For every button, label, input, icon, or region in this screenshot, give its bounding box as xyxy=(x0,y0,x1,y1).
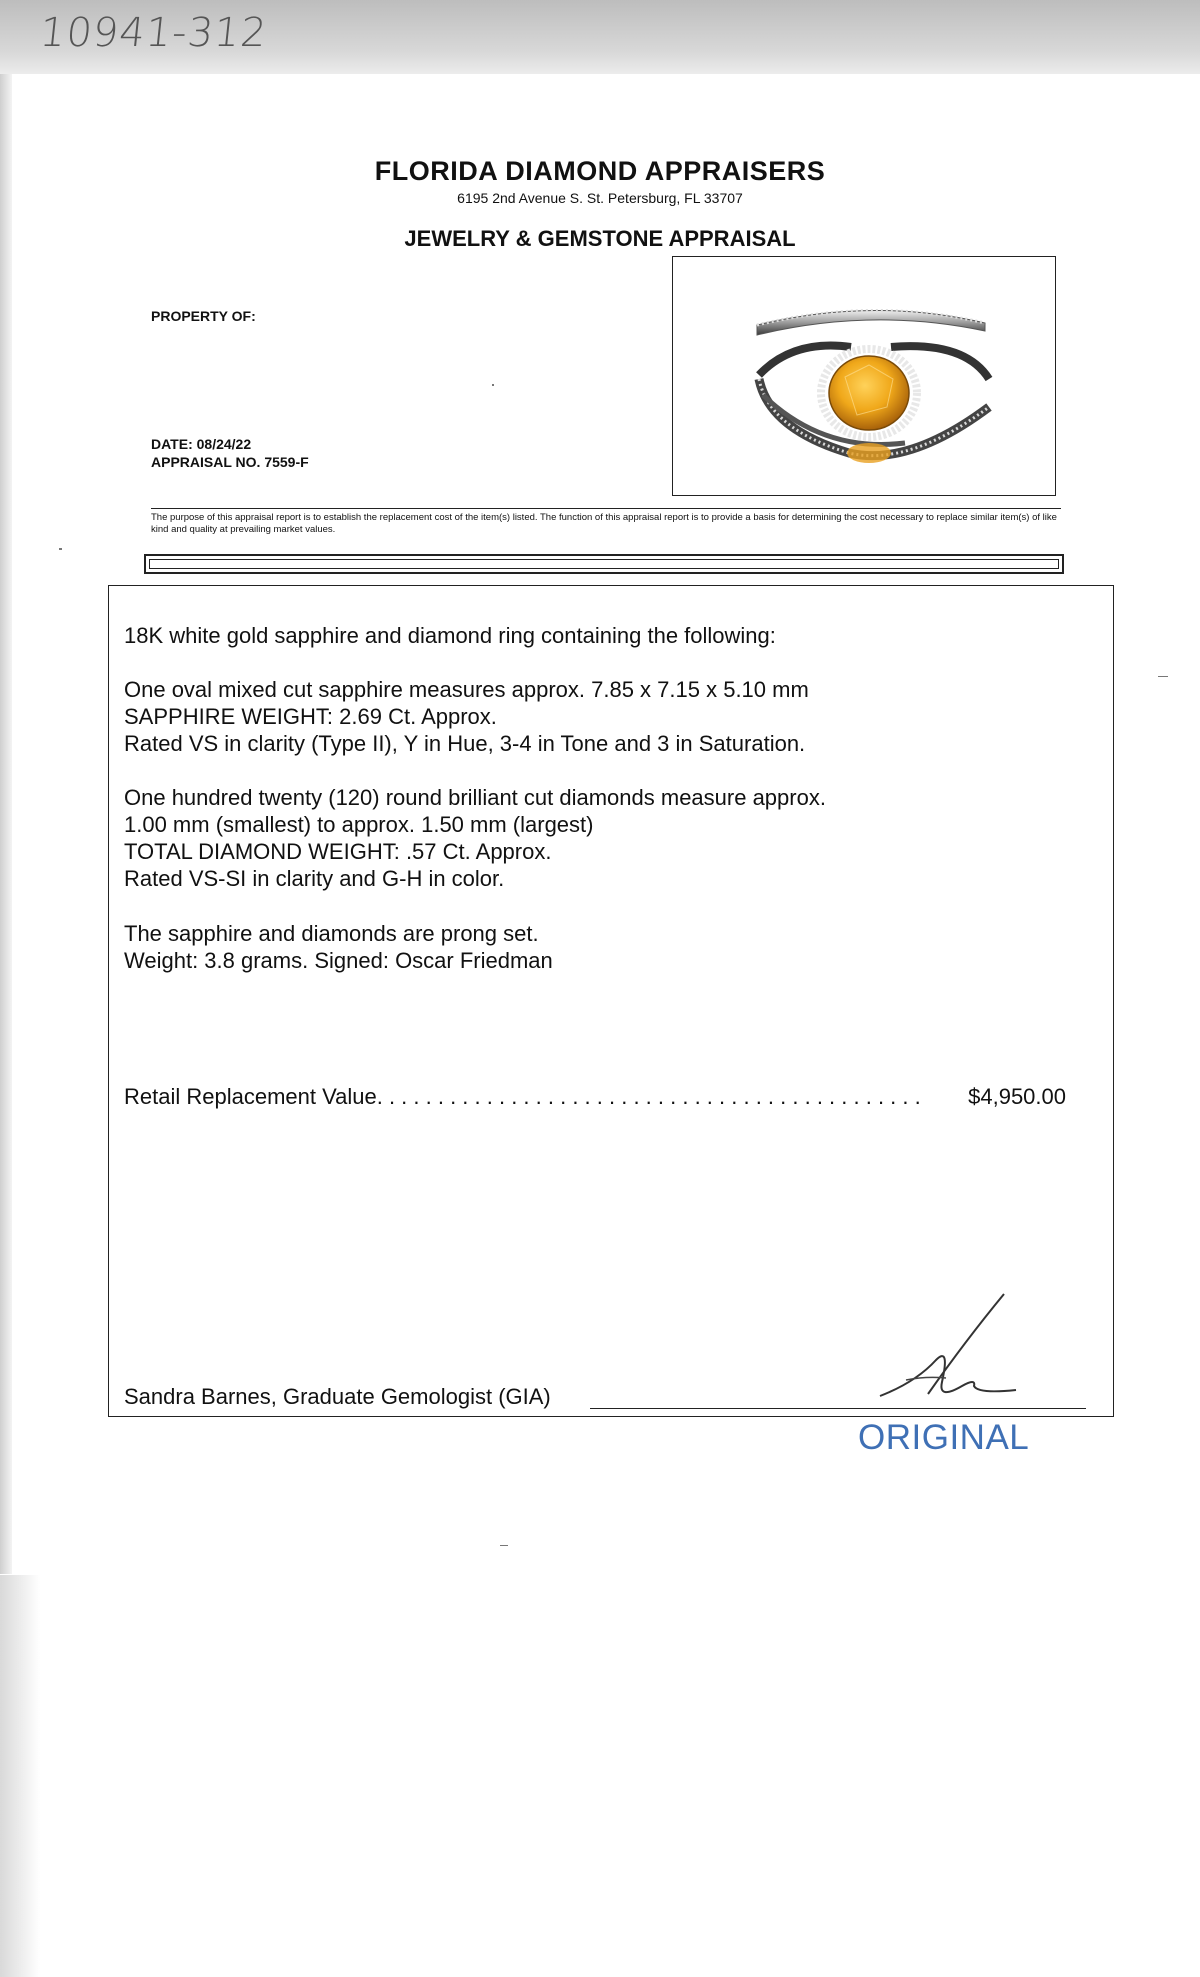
ring-photo xyxy=(672,256,1056,496)
handwritten-signature xyxy=(866,1290,1026,1410)
scan-speck xyxy=(1158,676,1168,677)
sapphire-line-3: Rated VS in clarity (Type II), Y in Hue, 3-4 in Tone and 3 in Saturation. xyxy=(124,731,806,756)
item-intro: 18K white gold sapphire and diamond ring containing the following: xyxy=(124,623,776,648)
setting-line-1: The sapphire and diamonds are prong set. xyxy=(124,921,539,946)
double-rule-divider xyxy=(144,554,1064,574)
diamond-line-4: Rated VS-SI in clarity and G-H in color. xyxy=(124,866,505,891)
purpose-statement: The purpose of this appraisal report is to establish the replacement cost of the item(s) listed. The function of this appraisal report is to provide a basis for determining the cost necessary to replace similar item(s) of like kind and quality at prevailing market values. xyxy=(151,508,1061,536)
scan-shadow-left-lower xyxy=(0,1575,40,1977)
diamond-line-1: One hundred twenty (120) round brilliant cut diamonds measure approx. xyxy=(124,785,826,810)
diamond-line-3: TOTAL DIAMOND WEIGHT: .57 Ct. Approx. xyxy=(124,839,552,864)
setting-line-2: Weight: 3.8 grams. Signed: Oscar Friedman xyxy=(124,948,553,973)
appraisal-number: APPRAISAL NO. 7559-F xyxy=(151,454,309,470)
original-stamp: ORIGINAL xyxy=(858,1418,1030,1457)
sapphire-line-1: One oval mixed cut sapphire measures approx. 7.85 x 7.15 x 5.10 mm xyxy=(124,677,809,702)
diamond-line-2: 1.00 mm (smallest) to approx. 1.50 mm (largest) xyxy=(124,812,594,837)
replacement-value-label: Retail Replacement Value. . . . . . . . . . . . . . . . . . . . . . . . . . . . . . . . . . . . . . . . . . . . . xyxy=(124,1084,921,1109)
handwritten-note: 10941-312 xyxy=(37,10,270,56)
scan-speck xyxy=(492,384,494,386)
sapphire-line-2: SAPPHIRE WEIGHT: 2.69 Ct. Approx. xyxy=(124,704,497,729)
scan-speck xyxy=(59,548,62,550)
company-name: FLORIDA DIAMOND APPRAISERS xyxy=(374,156,826,186)
company-address: 6195 2nd Avenue S. St. Petersburg, FL 33707 xyxy=(457,190,743,206)
gemologist-name: Sandra Barnes, Graduate Gemologist (GIA) xyxy=(124,1384,551,1409)
date-line: DATE: 08/24/22 xyxy=(151,436,252,452)
replacement-value-amount: $4,950.00 xyxy=(968,1084,1066,1109)
document-title: JEWELRY & GEMSTONE APPRAISAL xyxy=(404,226,796,251)
scan-speck xyxy=(500,1545,508,1546)
ring-illustration xyxy=(673,257,1057,497)
scan-shadow-left xyxy=(0,74,12,1574)
property-of-label: PROPERTY OF: xyxy=(151,308,256,324)
